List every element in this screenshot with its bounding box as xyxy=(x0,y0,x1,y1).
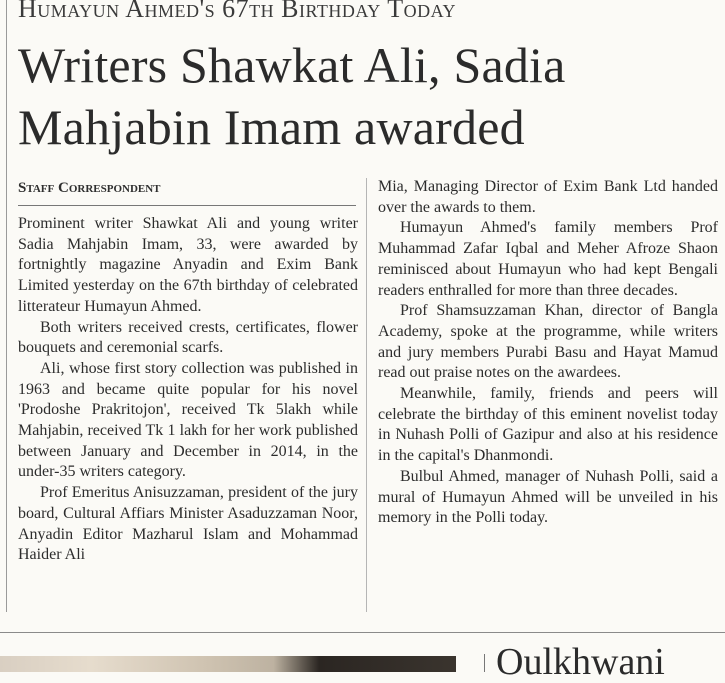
column-divider xyxy=(366,178,367,612)
paragraph: Meanwhile, family, friends and peers will celebrate the birthday of this eminent novelist today in Nuhash Polli of Gazipur and also at his residence in the capital's Dhanmondi. xyxy=(378,385,718,465)
photo-cropped xyxy=(0,656,456,672)
paragraph: Prof Emeritus Anisuzzaman, president of the jury board, Cultural Affiars Minister Asaduzzaman Noor, Anyadin Editor Mazharul Islam and Mohammad Haider Ali xyxy=(18,484,358,564)
article-column-1 xyxy=(18,214,358,566)
next-article-headline: Oulkhwani xyxy=(496,641,665,683)
paragraph: Ali, whose first story collection was published in 1963 and became quite popular for his novel 'Prodoshe Prakritojon', received Tk 5lakh while Mahjabin, received Tk 1 lakh for her work published between January and December in 2014, in the under-35 writers category. xyxy=(18,359,358,481)
paragraph: Prominent writer Shawkat Ali and young writer Sadia Mahjabin Imam, 33, were awarded by fortnightly magazine Anyadin and Exim Bank Limited yesterday on the 67th birthday of celebrated litterateur Humayun Ahmed. xyxy=(18,215,358,315)
article-column-2 xyxy=(378,177,718,529)
paragraph: Humayun Ahmed's family members Prof Muhammad Zafar Iqbal and Meher Afroze Shaon reminisced about Humayun who had kept Bengali readers enthralled for more than three decades. xyxy=(378,219,718,299)
headline-line-2: Mahjabin Imam awarded xyxy=(18,99,525,155)
article-headline xyxy=(18,34,718,158)
paragraph: Mia, Managing Director of Exim Bank Ltd handed over the awards to them. xyxy=(378,178,718,216)
paragraph: Prof Shamsuzzaman Khan, director of Bangla Academy, spoke at the programme, while writers and jury members Purabi Basu and Hayat Mamud read out praise notes on the awardees. xyxy=(378,302,718,382)
paragraph: Bulbul Ahmed, manager of Nuhash Polli, said a mural of Humayun Ahmed will be unveiled in his memory in the Polli today. xyxy=(378,467,718,527)
column-divider xyxy=(484,654,485,672)
byline-rule xyxy=(18,205,356,206)
headline-line-1: Writers Shawkat Ali, Sadia xyxy=(18,37,566,93)
byline: Staff Correspondent xyxy=(18,180,161,196)
paragraph: Both writers received crests, certificates, flower bouquets and ceremonial scarfs. xyxy=(18,318,358,357)
section-rule xyxy=(0,632,725,633)
column-rule-left xyxy=(6,0,7,612)
article-kicker: Humayun Ahmed's 67th Birthday Today xyxy=(18,0,457,23)
